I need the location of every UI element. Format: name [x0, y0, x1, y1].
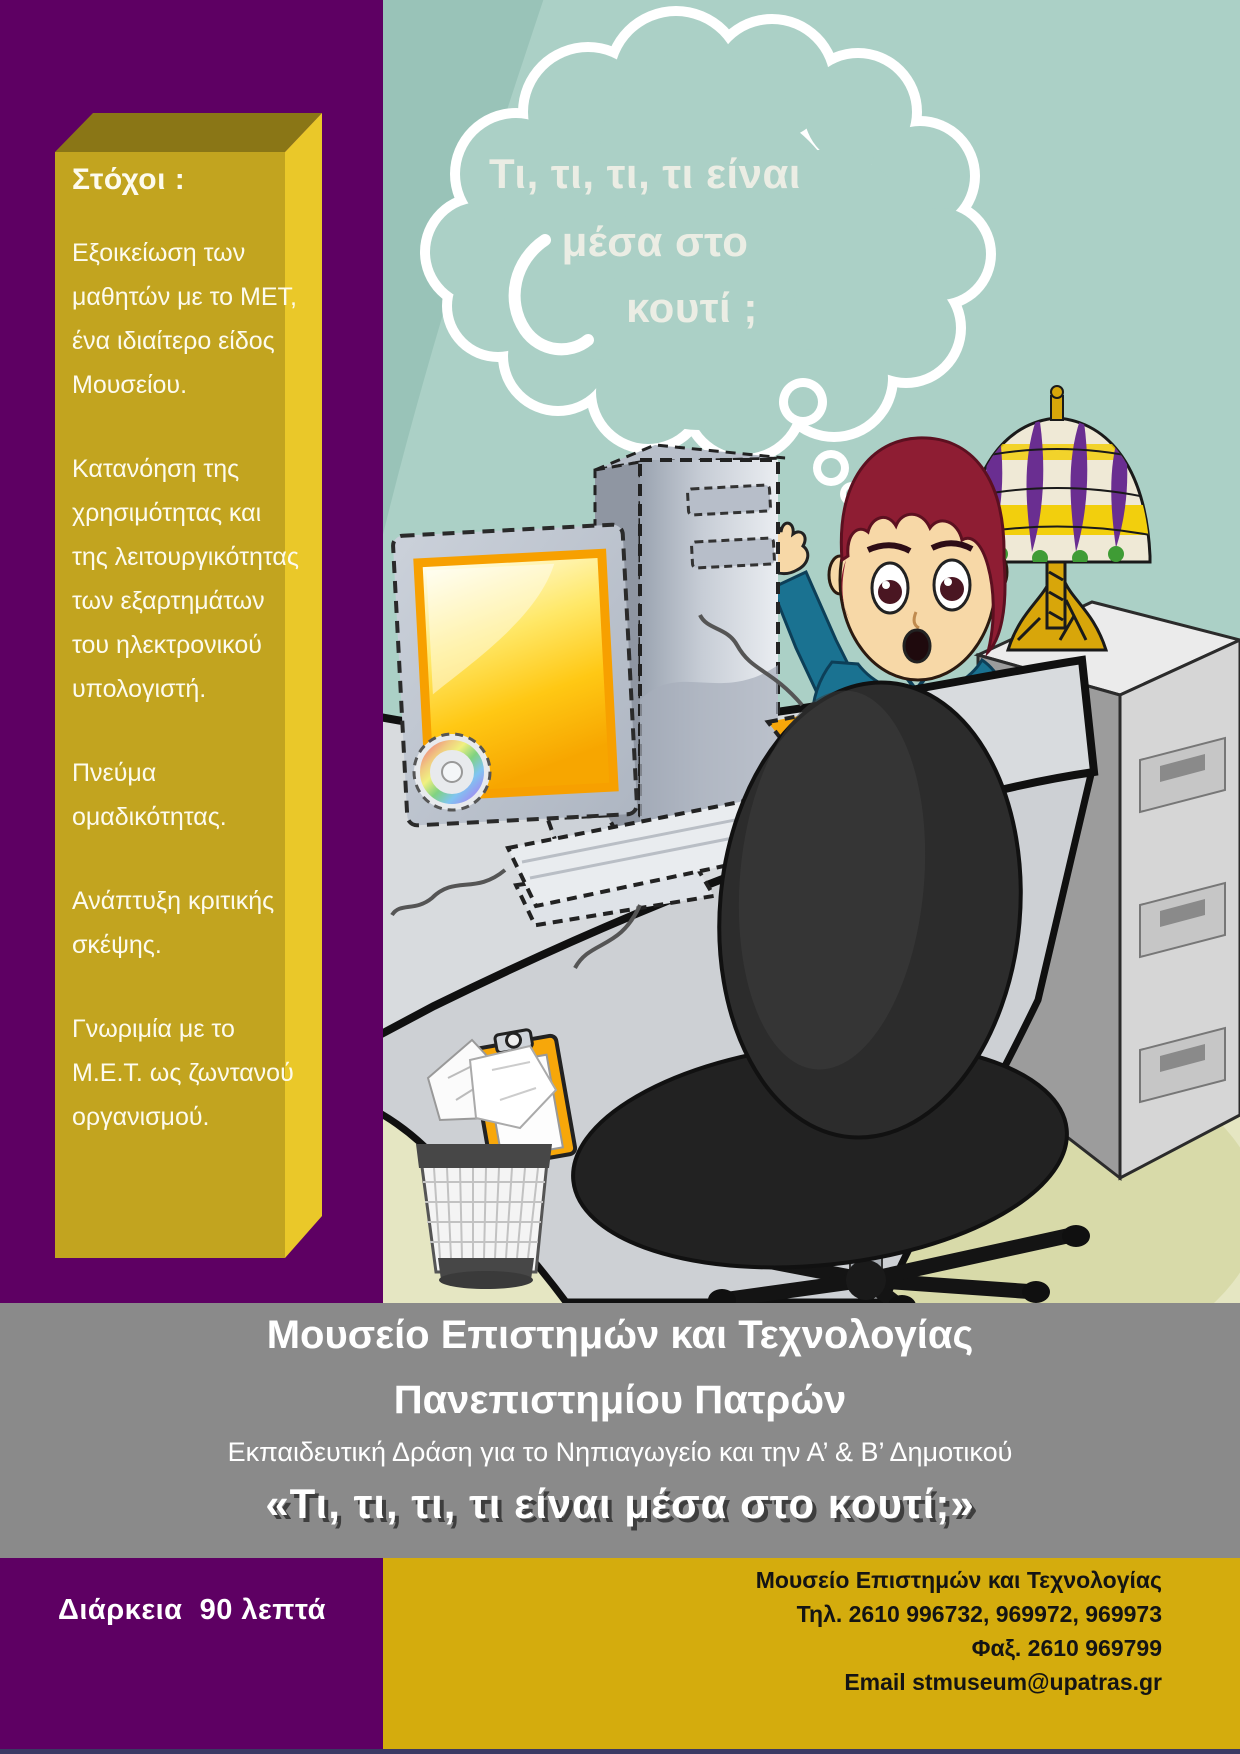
duration-text: Διάρκεια 90 λεπτά — [58, 1594, 326, 1626]
illustration — [383, 0, 1240, 1303]
footer-duration-block — [0, 1558, 383, 1754]
bubble-text-line1: Τι, τι, τι, τι είναι — [489, 150, 801, 197]
contact-fax: Φαξ. 2610 969799 — [971, 1635, 1162, 1661]
goal-item: Γνωριμία με το Μ.Ε.Τ. ως ζωντανού οργανισμού. — [72, 1015, 294, 1131]
contact-info — [756, 1563, 1162, 1699]
banner — [0, 1303, 1240, 1558]
goals-box-top-bevel — [55, 113, 322, 152]
bottom-edge-line — [0, 1749, 1240, 1754]
boy-mouth — [904, 630, 930, 662]
footer-contact-block — [383, 1558, 1240, 1754]
cd-disc — [414, 734, 490, 810]
goal-item: Ανάπτυξη κριτικής σκέψης. — [72, 887, 275, 959]
banner-subtitle: Εκπαιδευτική Δράση για το Νηπιαγωγείο και την Α’ & Β’ Δημοτικού — [227, 1437, 1013, 1467]
museum-title-line1: Μουσείο Επιστημών και Τεχνολογίας — [266, 1313, 974, 1357]
footer — [0, 1558, 1240, 1754]
contact-email: Email stmuseum@upatras.gr — [844, 1669, 1162, 1695]
goal-item: Κατανόηση της χρησιμότητας και της λειτουργικότητας των εξαρτημάτων του ηλεκτρονικού υπολογιστή. — [72, 455, 299, 703]
goal-item: Πνεύμα ομαδικότητας. — [72, 759, 227, 831]
contact-phone: Τηλ. 2610 996732, 969972, 969973 — [796, 1601, 1162, 1627]
bubble-text-line2: μέσα στο — [561, 218, 749, 265]
activity-title: «Τι, τι, τι, τι είναι μέσα στο κουτί;» — [265, 1480, 975, 1527]
goals-list — [72, 163, 302, 1179]
goal-item: Εξοικείωση των μαθητών με το ΜΕΤ, ένα ιδιαίτερο είδος Μουσείου. — [72, 239, 297, 399]
goals-title: Στόχοι : — [72, 163, 186, 196]
contact-name: Μουσείο Επιστημών και Τεχνολογίας — [755, 1567, 1162, 1593]
museum-title-line2: Πανεπιστημίου Πατρών — [393, 1378, 847, 1422]
bubble-text-line3: κουτί ; — [626, 284, 758, 331]
sidebar — [0, 0, 383, 1303]
